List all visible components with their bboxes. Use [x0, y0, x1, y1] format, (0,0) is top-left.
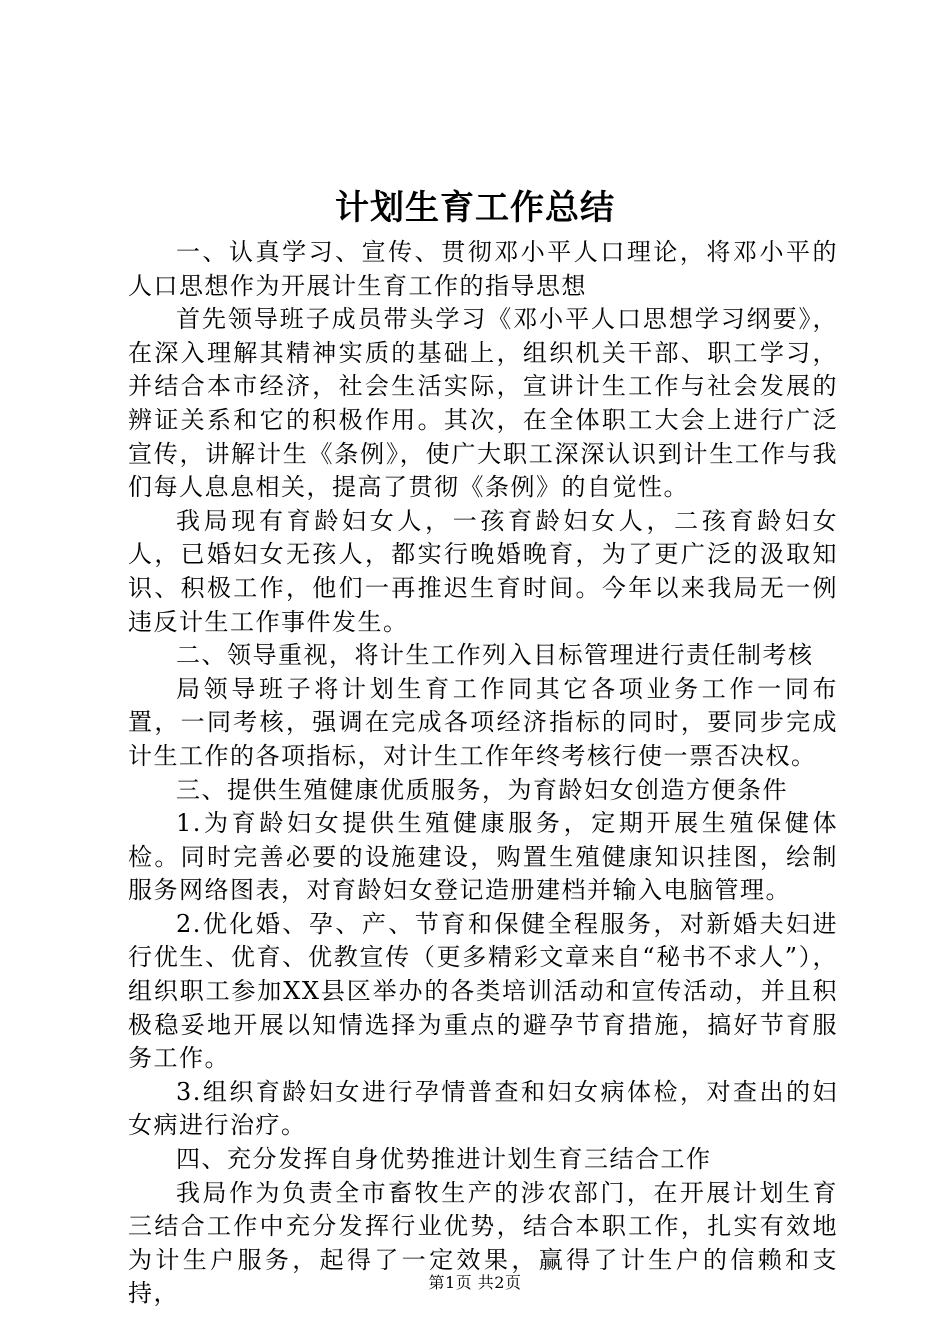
- document-title: 计划生育工作总结: [335, 188, 615, 228]
- section-heading-4: 四、充分发挥自身优势推进计划生育三结合工作: [176, 1145, 712, 1174]
- body-paragraph: 我局现有育龄妇女人，一孩育龄妇女人，二孩育龄妇女人，已婚妇女无孩人，都实行晚婚晚育，为了更广泛的汲取知识、积极工作，他们一再推迟生育时间。今年以来我局无一例违反计生工作事件发生。: [128, 506, 838, 636]
- document-body: [128, 236, 838, 1311]
- list-item: 1.为育龄妇女提供生殖健康服务，定期开展生殖保健体检。同时完善必要的设施建设，购置生殖健康知识挂图，绘制服务网络图表，对育龄妇女登记造册建档并输入电脑管理。: [128, 809, 838, 905]
- section-heading-2: 二、领导重视，将计生工作列入目标管理进行责任制考核: [176, 641, 814, 670]
- body-paragraph: 我局作为负责全市畜牧生产的涉农部门，在开展计划生育三结合工作中充分发挥行业优势，结合本职工作，扎实有效地为计生户服务，起得了一定效果，赢得了计生户的信赖和支持，: [128, 1178, 838, 1308]
- section-heading-1: 一、认真学习、宣传、贯彻邓小平人口理论，将邓小平的人口思想作为开展计生育工作的指导思想: [128, 238, 838, 300]
- list-item: 2.优化婚、孕、产、节育和保健全程服务，对新婚夫妇进行优生、优育、优教宣传（更多精彩文章来自“秘书不求人”），组织职工参加XX县区举办的各类培训活动和宣传活动，并且积极稳妥地开展以知情选择为重点的避孕节育措施，搞好节育服务工作。: [128, 909, 838, 1073]
- page-footer: 第1页 共2页: [428, 1273, 522, 1292]
- list-item: 3.组织育龄妇女进行孕情普查和妇女病体检，对查出的妇女病进行治疗。: [128, 1077, 838, 1140]
- section-heading-3: 三、提供生殖健康优质服务，为育龄妇女创造方便条件: [176, 775, 788, 804]
- body-paragraph: 首先领导班子成员带头学习《邓小平人口思想学习纲要》，在深入理解其精神实质的基础上，组织机关干部、职工学习，并结合本市经济，社会生活实际，宣讲计生工作与社会发展的辨证关系和它的积极作用。其次，在全体职工大会上进行广泛宣传，讲解计生《条例》，使广大职工深深认识到计生工作与我们每人息息相关，提高了贯彻《条例》的自觉性。: [128, 305, 838, 502]
- body-paragraph: 局领导班子将计划生育工作同其它各项业务工作一同布置，一同考核，强调在完成各项经济指标的同时，要同步完成计生工作的各项指标，对计生工作年终考核行使一票否决权。: [128, 674, 838, 770]
